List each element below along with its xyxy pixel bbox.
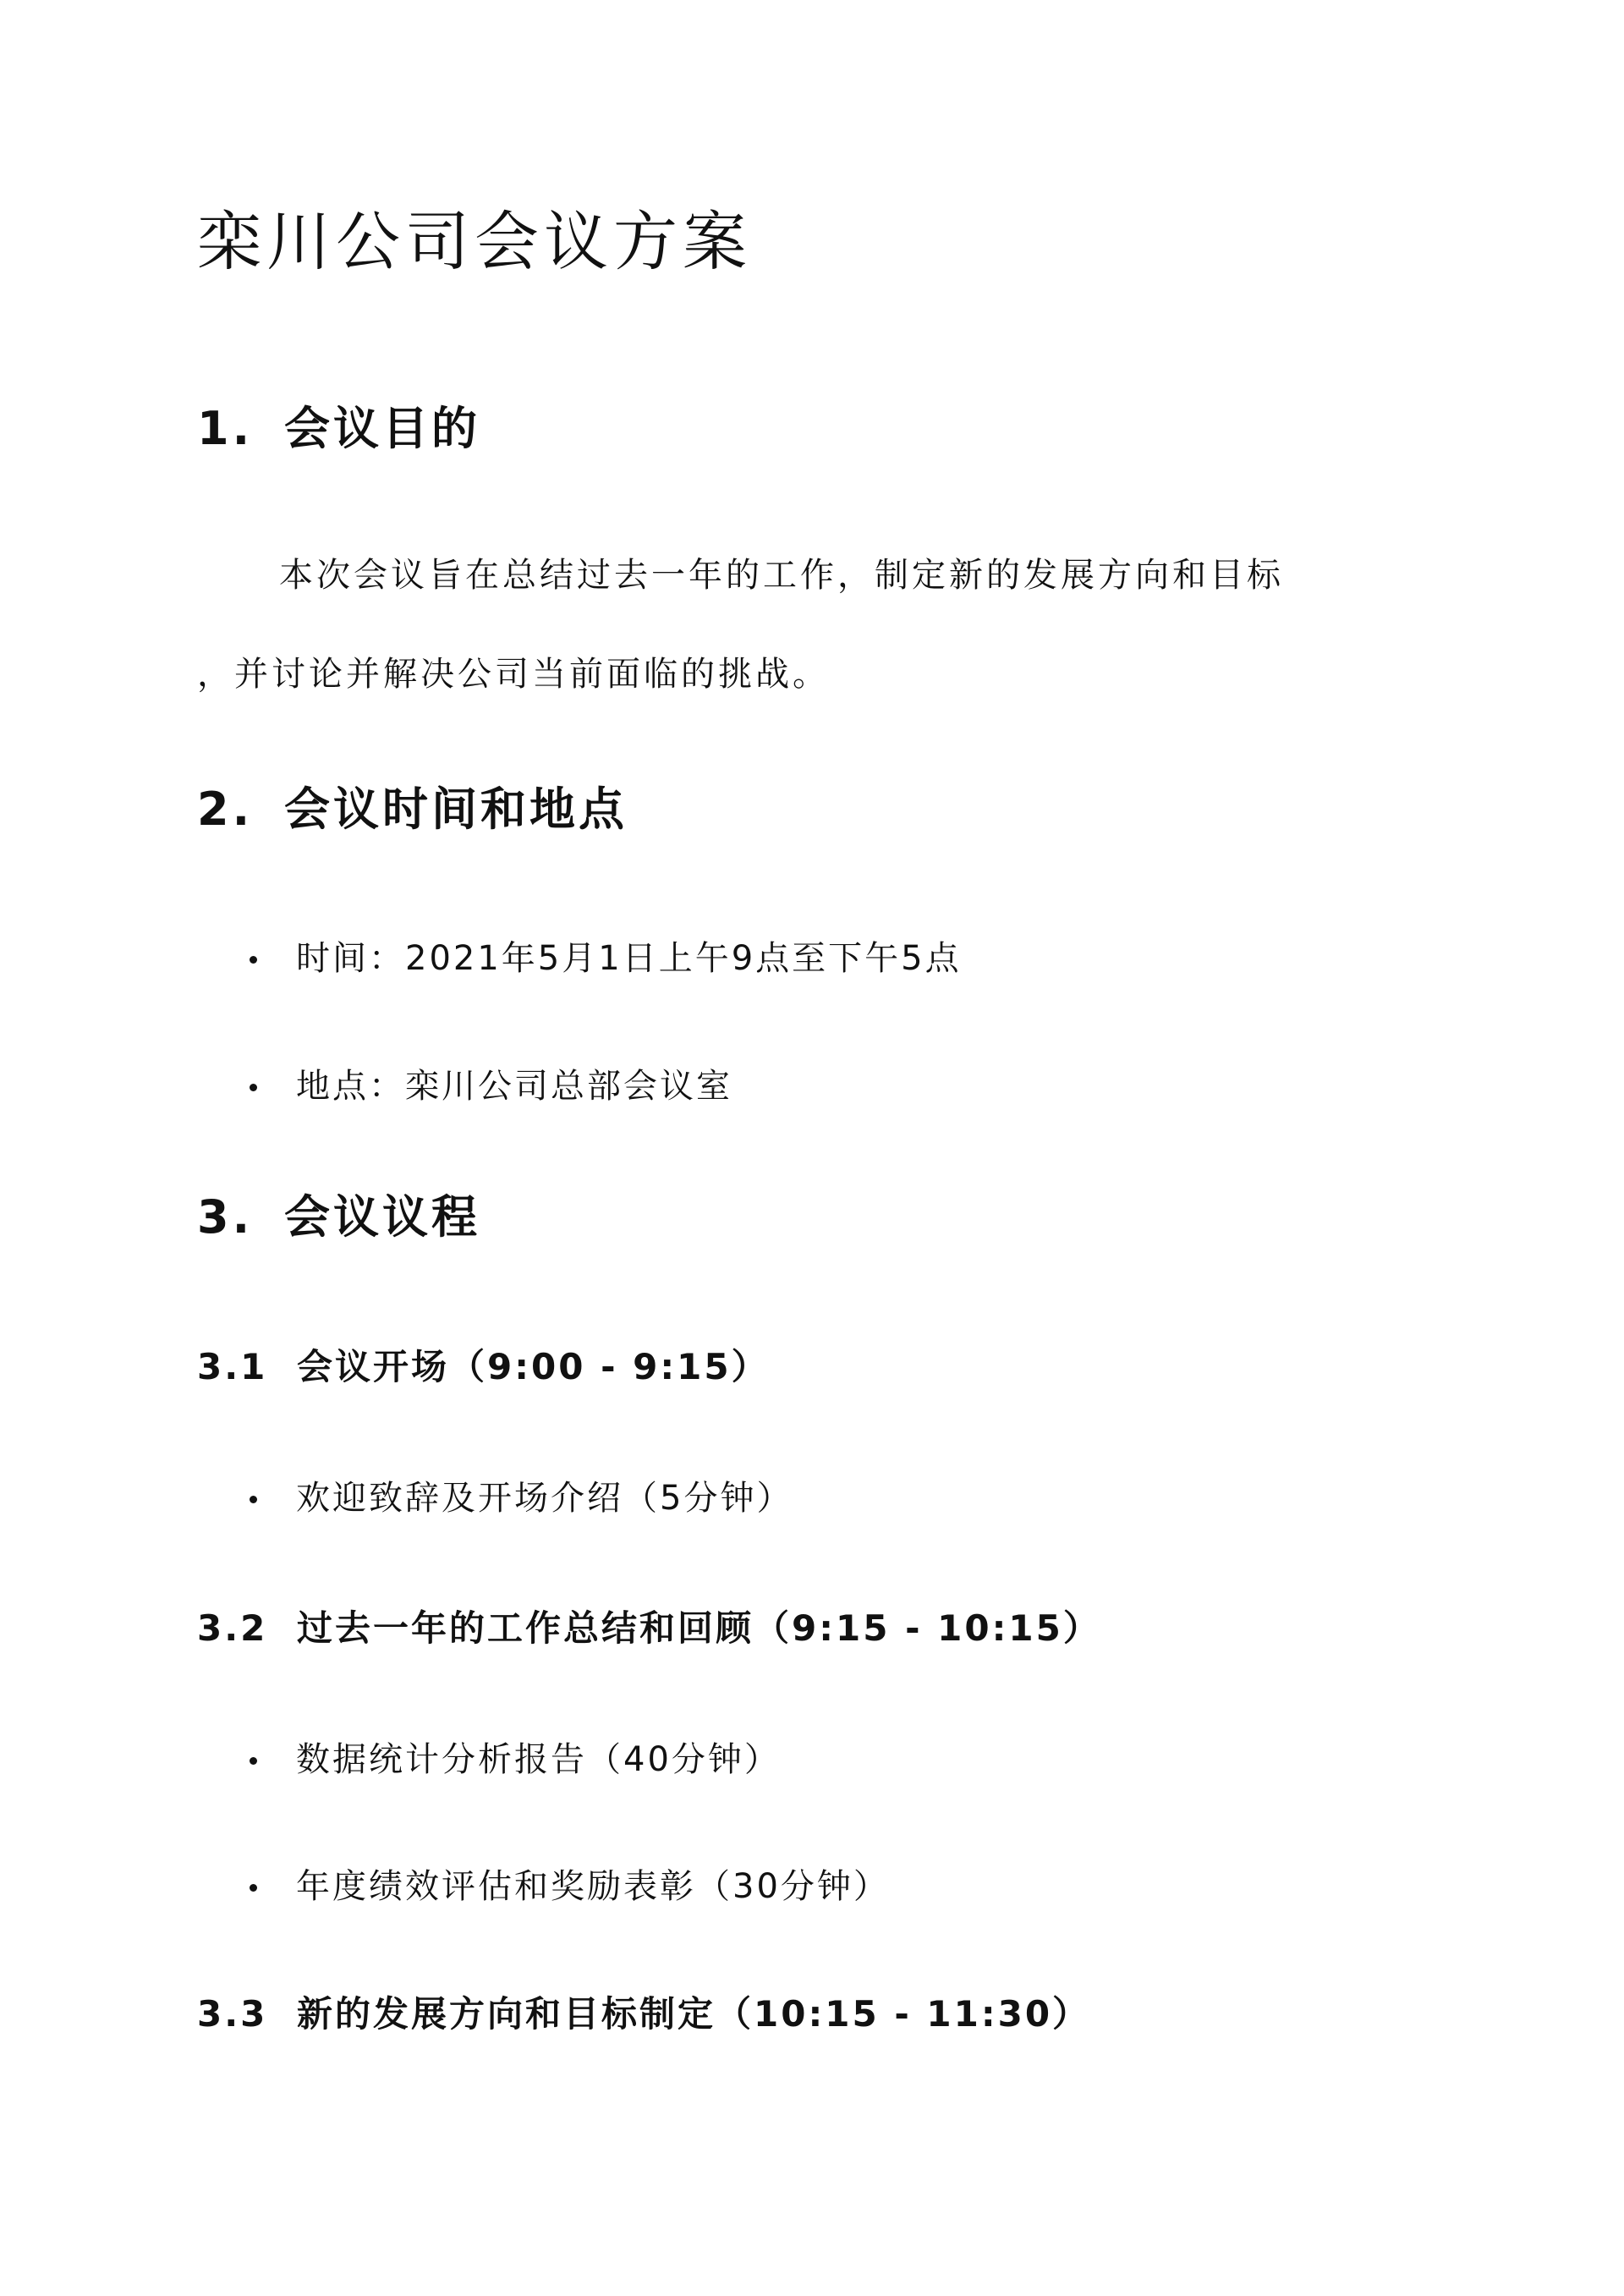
section-1-number: 1. <box>197 402 254 455</box>
subsection-3-3-title: 新的发展方向和目标制定（10:15 - 11:30） <box>297 1993 1091 2035</box>
section-2-number: 2. <box>197 783 254 836</box>
section-2-heading <box>197 780 628 839</box>
section-1-paragraph-line2: ，并讨论并解决公司当前面临的挑战。 <box>197 655 830 694</box>
subsection-3-2-heading <box>197 1605 1101 1652</box>
subsection-3-2-number: 3.2 <box>197 1607 268 1649</box>
list-item-time: 时间：2021年5月1日上午9点至下午5点 <box>296 939 962 978</box>
section-2-title: 会议时间和地点 <box>284 783 628 836</box>
section-3-heading <box>197 1188 480 1247</box>
subsection-3-1-number: 3.1 <box>197 1346 268 1387</box>
document-title: 栾川公司会议方案 <box>197 204 752 279</box>
subsection-3-1-heading <box>197 1343 770 1391</box>
list-item-performance-awards: 年度绩效评估和奖励表彰（30分钟） <box>296 1867 890 1906</box>
bullet-dot <box>250 1757 257 1765</box>
section-3-title: 会议议程 <box>284 1190 480 1244</box>
list-item-data-report: 数据统计分析报告（40分钟） <box>296 1740 781 1779</box>
section-3-number: 3. <box>197 1190 254 1244</box>
bullet-dot <box>250 1084 257 1091</box>
section-1-heading <box>197 399 480 459</box>
section-1-title: 会议目的 <box>284 402 480 455</box>
section-1-paragraph-line1: 本次会议旨在总结过去一年的工作，制定新的发展方向和目标 <box>279 556 1284 595</box>
list-item-welcome: 欢迎致辞及开场介绍（5分钟） <box>296 1479 793 1518</box>
subsection-3-1-title: 会议开场（9:00 - 9:15） <box>297 1346 770 1387</box>
subsection-3-3-number: 3.3 <box>197 1993 268 2035</box>
subsection-3-2-title: 过去一年的工作总结和回顾（9:15 - 10:15） <box>297 1607 1101 1649</box>
subsection-3-3-heading <box>197 1991 1090 2038</box>
bullet-dot <box>250 1884 257 1892</box>
list-item-location: 地点：栾川公司总部会议室 <box>296 1067 732 1106</box>
bullet-dot <box>250 956 257 964</box>
bullet-dot <box>250 1496 257 1503</box>
